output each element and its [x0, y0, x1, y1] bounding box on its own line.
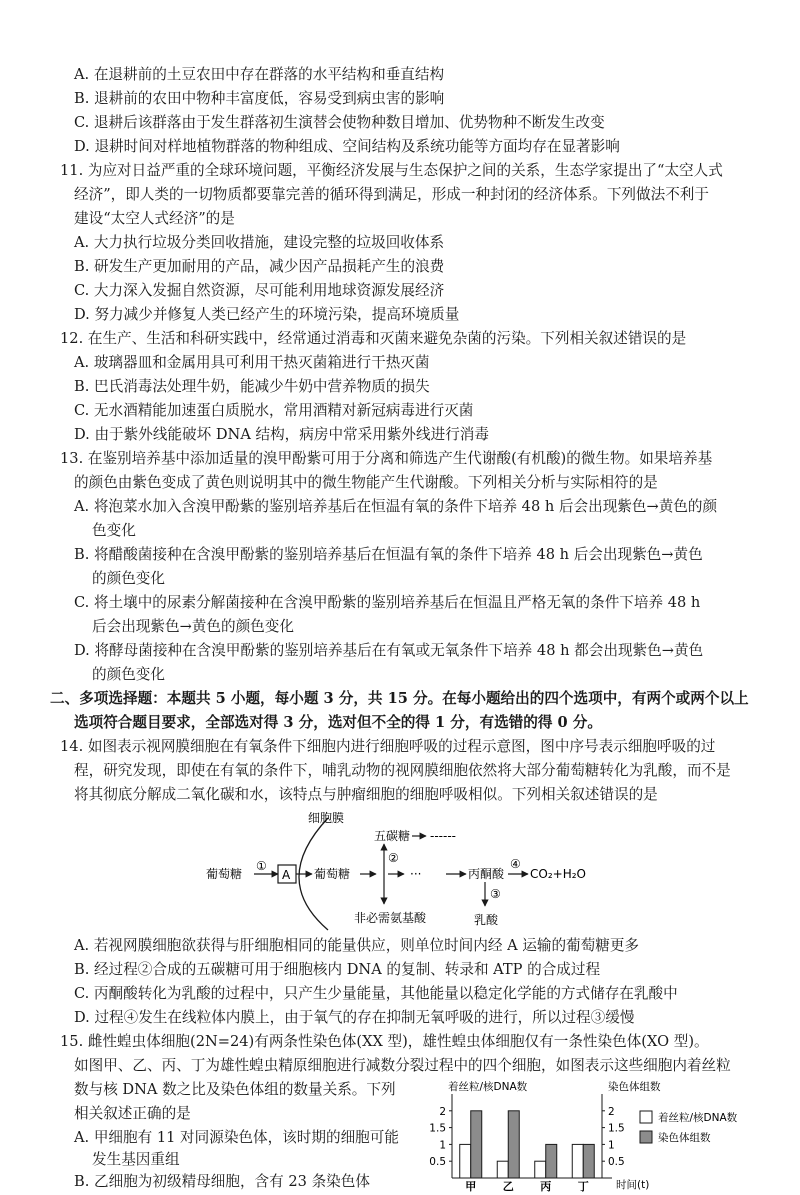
q13-stem-line2: 的颜色由紫色变成了黄色则说明其中的微生物能产生代谢酸。下列相关分析与实际相符的是 — [74, 474, 658, 491]
q12-option-a: A. 玻璃器皿和金属用具可利用干热灭菌箱进行干热灭菌 — [74, 354, 430, 371]
q10-option-b: B. 退耕前的农田中物种丰富度低，容易受到病虫害的影响 — [74, 90, 445, 107]
q15-stem-line1: 15. 雌性蝗虫体细胞(2N=24)有两条性染色体(XX 型)，雄性蝗虫体细胞仅有一条性染色体(XO 型)。 — [60, 1033, 709, 1050]
q14-option-d: D. 过程④发生在线粒体内膜上，由于氧气的存在抑制无氧呼吸的进行，所以过程③缓慢 — [74, 1009, 635, 1026]
chart-bar — [508, 1111, 519, 1178]
q15-option-a-line2: 发生基因重组 — [92, 1151, 180, 1168]
pathway-dots: ··· — [410, 867, 422, 881]
q14-option-c: C. 丙酮酸转化为乳酸的过程中，只产生少量能量，其他能量以稳定化学能的方式储存在乳酸中 — [74, 985, 678, 1002]
chart-left-tick-label: 1.5 — [429, 1122, 446, 1135]
chart-bar — [497, 1161, 508, 1178]
process-3-label: ③ — [490, 887, 501, 901]
q15-option-a-line1: A. 甲细胞有 11 对同源染色体，该时期的细胞可能 — [74, 1129, 399, 1146]
q11-option-c: C. 大力深入发掘自然资源，尽可能利用地球资源发展经济 — [74, 282, 445, 299]
glucose-outside-label: 葡萄糖 — [206, 867, 243, 881]
glucose-inside-label: 葡萄糖 — [314, 867, 351, 881]
chart-left-axis-title: 着丝粒/核DNA数 — [448, 1081, 528, 1093]
q15-bar-chart — [420, 1080, 785, 1192]
q13-stem-line1: 13. 在鉴别培养基中添加适量的溴甲酚紫可用于分离和筛选产生代谢酸(有机酸)的微生物。如果培养基 — [60, 450, 713, 467]
q13-option-c-line1: C. 将土壤中的尿素分解菌接种在含溴甲酚紫的鉴别培养基后在恒温且严格无氧的条件下培养 48 h — [74, 594, 701, 611]
q13-option-c-line2: 后会出现紫色→黄色的颜色变化 — [92, 618, 294, 635]
membrane-label: 细胞膜 — [308, 811, 345, 825]
process-1-label: ① — [256, 859, 267, 873]
nonessential-aa-label: 非必需氨基酸 — [354, 911, 427, 925]
q14-stem-line2: 程，研究发现，即使在有氧的条件下，哺乳动物的视网膜细胞依然将大部分葡萄糖转化为乳酸，而不是 — [74, 762, 731, 779]
q15-stem-line3: 数与核 DNA 数之比及染色体组的数量关系。下列 — [74, 1081, 396, 1098]
q10-option-a: A. 在退耕前的土豆农田中存在群落的水平结构和垂直结构 — [74, 66, 445, 83]
chart-right-tick-label: 0.5 — [608, 1156, 625, 1169]
chart-legend-label: 染色体组数 — [658, 1132, 711, 1144]
co2-water-label: CO₂+H₂O — [530, 867, 586, 881]
chart-bar — [535, 1161, 546, 1178]
q12-option-d: D. 由于紫外线能破坏 DNA 结构，病房中常采用紫外线进行消毒 — [74, 426, 489, 443]
section2-header-line1: 二、多项选择题：本题共 5 小题，每小题 3 分，共 15 分。在每小题给出的四个选项中，有两个或两个以上 — [50, 690, 749, 707]
q15-stem-line4: 相关叙述正确的是 — [74, 1105, 191, 1122]
q11-stem-line3: 建设“太空人式经济”的是 — [74, 210, 235, 227]
section2-header-line2: 选项符合题目要求，全部选对得 3 分，选对但不全的得 1 分，有选错的得 0 分。 — [74, 714, 602, 731]
process-4-label: ④ — [510, 857, 521, 871]
chart-bar — [546, 1144, 557, 1178]
carrier-a-label: A — [282, 868, 291, 882]
q11-stem-line2: 经济”，即人类的一切物质都要靠完善的循环得到满足，形成一种封闭的经济体系。下列做法不利于 — [74, 186, 709, 203]
q15-option-b: B. 乙细胞为初级精母细胞，含有 23 条染色体 — [74, 1173, 370, 1190]
q15-stem-line2: 如图甲、乙、丙、丁为雄性蝗虫精原细胞进行减数分裂过程中的四个细胞，如图表示这些细胞内着丝粒 — [74, 1057, 731, 1074]
q12-option-c: C. 无水酒精能加速蛋白质脱水，常用酒精对新冠病毒进行灭菌 — [74, 402, 474, 419]
chart-bar — [583, 1144, 594, 1178]
chart-category-label: 丙 — [540, 1180, 552, 1192]
q14-stem-line3: 将其彻底分解成二氧化碳和水，该特点与肿瘤细胞的细胞呼吸相似。下列相关叙述错误的是 — [74, 786, 658, 803]
q13-option-b-line2: 的颜色变化 — [92, 570, 165, 587]
q13-option-a-line2: 色变化 — [92, 522, 136, 539]
chart-right-tick-label: 1.5 — [608, 1122, 625, 1135]
q11-option-d: D. 努力减少并修复人类已经产生的环境污染，提高环境质量 — [74, 306, 460, 323]
chart-x-axis-title: 时间(t) — [616, 1179, 650, 1191]
chart-bar — [460, 1144, 471, 1178]
q13-option-a-line1: A. 将泡菜水加入含溴甲酚紫的鉴别培养基后在恒温有氧的条件下培养 48 h 后会出现紫色→黄色的颜 — [74, 498, 718, 515]
lactate-label: 乳酸 — [474, 913, 499, 927]
q14-stem-line1: 14. 如图表示视网膜细胞在有氧条件下细胞内进行细胞呼吸的过程示意图，图中序号表示细胞呼吸的过 — [60, 738, 716, 755]
pentose-label: 五碳糖 — [374, 829, 411, 843]
chart-category-label: 甲 — [465, 1180, 477, 1192]
chart-right-tick-label: 1 — [608, 1139, 615, 1152]
q10-option-d: D. 退耕时间对样地植物群落的物种组成、空间结构及系统功能等方面均存在显著影响 — [74, 138, 620, 155]
respiration-diagram — [200, 810, 620, 935]
chart-category-label: 丁 — [577, 1180, 589, 1192]
chart-category-label: 乙 — [502, 1180, 514, 1192]
q13-option-d-line1: D. 将酵母菌接种在含溴甲酚紫的鉴别培养基后在有氧或无氧条件下培养 48 h 都会出现紫色→黄色 — [74, 642, 704, 659]
q11-option-b: B. 研发生产更加耐用的产品，减少因产品损耗产生的浪费 — [74, 258, 445, 275]
process-2-label: ② — [388, 851, 399, 865]
chart-right-tick-label: 2 — [608, 1105, 615, 1118]
q10-option-c: C. 退耕后该群落由于发生群落初生演替会使物种数目增加、优势物种不断发生改变 — [74, 114, 605, 131]
q14-option-b: B. 经过程②合成的五碳糖可用于细胞核内 DNA 的复制、转录和 ATP 的合成过程 — [74, 961, 601, 978]
chart-legend-swatch — [640, 1131, 652, 1143]
q12-option-b: B. 巴氏消毒法处理牛奶，能减少牛奶中营养物质的损失 — [74, 378, 430, 395]
chart-bar — [572, 1144, 583, 1178]
chart-right-axis-title: 染色体组数 — [608, 1081, 661, 1093]
q14-option-a: A. 若视网膜细胞欲获得与肝细胞相同的能量供应，则单位时间内经 A 运输的葡萄糖更多 — [74, 937, 640, 954]
chart-left-tick-label: 0.5 — [429, 1156, 446, 1169]
q11-option-a: A. 大力执行垃圾分类回收措施，建设完整的垃圾回收体系 — [74, 234, 445, 251]
q13-option-d-line2: 的颜色变化 — [92, 666, 165, 683]
chart-legend-swatch — [640, 1111, 652, 1123]
pentose-dashes: ------ — [430, 829, 456, 843]
q13-option-b-line1: B. 将醋酸菌接种在含溴甲酚紫的鉴别培养基后在恒温有氧的条件下培养 48 h 后会出现紫色→黄色 — [74, 546, 703, 563]
chart-left-tick-label: 2 — [439, 1105, 446, 1118]
chart-bar — [471, 1111, 482, 1178]
q11-stem-line1: 11. 为应对日益严重的全球环境问题，平衡经济发展与生态保护之间的关系，生态学家提出了“太空人式 — [60, 162, 723, 179]
q12-stem: 12. 在生产、生活和科研实践中，经常通过消毒和灭菌来避免杂菌的污染。下列相关叙述错误的是 — [60, 330, 687, 347]
chart-left-tick-label: 1 — [439, 1139, 446, 1152]
chart-legend-label: 着丝粒/核DNA数 — [658, 1112, 738, 1124]
pyruvate-label: 丙酮酸 — [468, 867, 505, 881]
